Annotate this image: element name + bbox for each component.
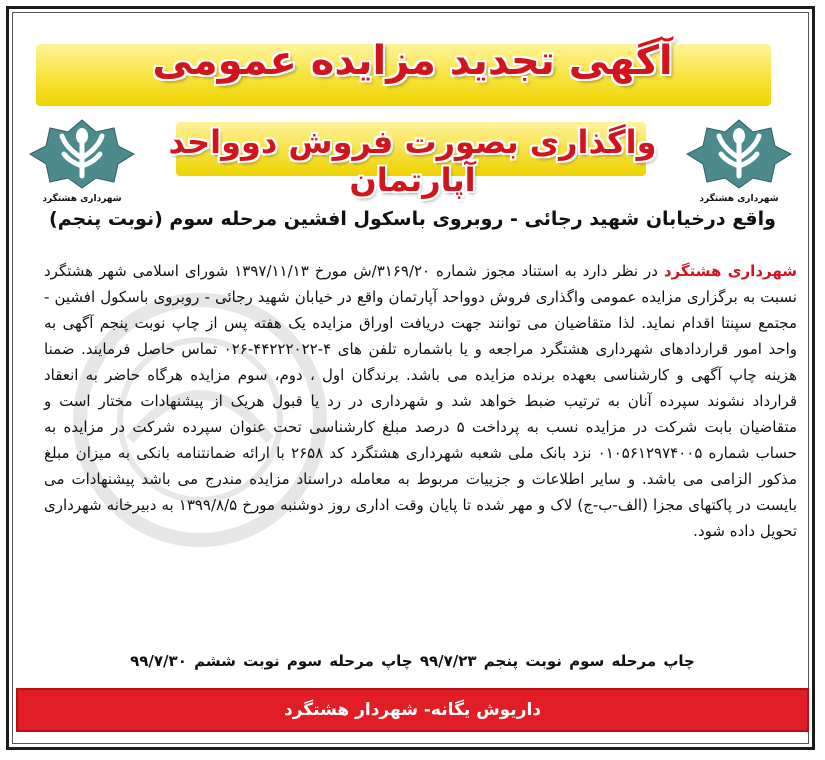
- municipality-logo-icon: [26, 118, 138, 190]
- municipality-logo-left: [26, 118, 138, 204]
- municipality-logo-right: [683, 118, 795, 204]
- notice-subtitle: واگذاری بصورت فروش دوواحد آپارتمان: [168, 123, 657, 199]
- municipality-logo-icon: [683, 118, 795, 190]
- logo-caption-left: شهرداری هشتگرد: [42, 194, 122, 204]
- mayor-signature: داریوش یگانه- شهردار هشتگرد: [283, 700, 542, 720]
- logo-caption-right: شهرداری هشتگرد: [699, 194, 779, 204]
- print-schedule: چاپ مرحله سوم نوبت پنجم ۹۹/۷/۲۳ چاپ مرحله سوم نوبت ششم ۹۹/۷/۳۰: [130, 652, 695, 670]
- notice-title: آگهی تجدید مزایده عمومی: [152, 38, 673, 84]
- body-paragraph: در نظر دارد به استناد مجوز شماره ۳۱۶۹/۲۰/ش مورخ ۱۳۹۷/۱۱/۱۳ شورای اسلامی شهر هشتگرد نسبت به برگزاری مزایده عمومی واگذاری فروش دوواحد آپارتمان واقع در خیابان شهید رجائی - روبروی باسکول افشین - مجتمع سپنتا اقدام نماید. لذا متقاضیان می توانند جهت دریافت اوراق مزایده یک هفته پس از چاپ نوبت پنجم آگهی به واحد امور قراردادهای شهرداری هشتگرد مراجعه و یا باشماره تلفن های ۴-۴۴۲۲۲۰۲۲-۰۲۶ تماس حاصل فرمایند. ضمنا هزینه چاپ آگهی و کارشناسی بعهده برنده مزایده می باشد. برندگان اول ، دوم، سوم مزایده هرگاه حاضر به انعقاد قرارداد نشوند سپرده آنان به ترتیب ضبط خواهد شد و شهرداری در رد یا قبول هریک از پیشنهادات مختار است و متقاضیان بابت شرکت در مزایده نسب به پرداخت ۵ درصد مبلغ کارشناسی تحت عنوان سپرده شرکت در مزایده به حساب شماره ۰۱۰۵۶۱۲۹۷۴۰۰۵ نزد بانک ملی شعبه شهرداری هشتگرد کد ۲۶۵۸ با ارائه ضمانتنامه بانکی به میزان مبلغ مذکور الزامی می باشد. و سایر اطلاعات و جزییات مربوط به معامله دراسناد مزایده مندرج می باشد پیشنهادات می بایست در پاکتهای مجزا (الف-ب-ج) لاک و مهر شده تا پایان وقت اداری روز دوشنبه مورخ ۱۳۹۹/۸/۵ به دبیرخانه شهرداری تحویل داده شود.: [44, 262, 798, 540]
- signature-bar: [16, 688, 809, 732]
- notice-body: [44, 258, 797, 544]
- location-heading: واقع درخیابان شهید رجائی - روبروی باسکول افشین مرحله سوم (نوبت پنجم): [49, 208, 776, 230]
- body-lead: شهرداری هشتگرد: [663, 262, 797, 280]
